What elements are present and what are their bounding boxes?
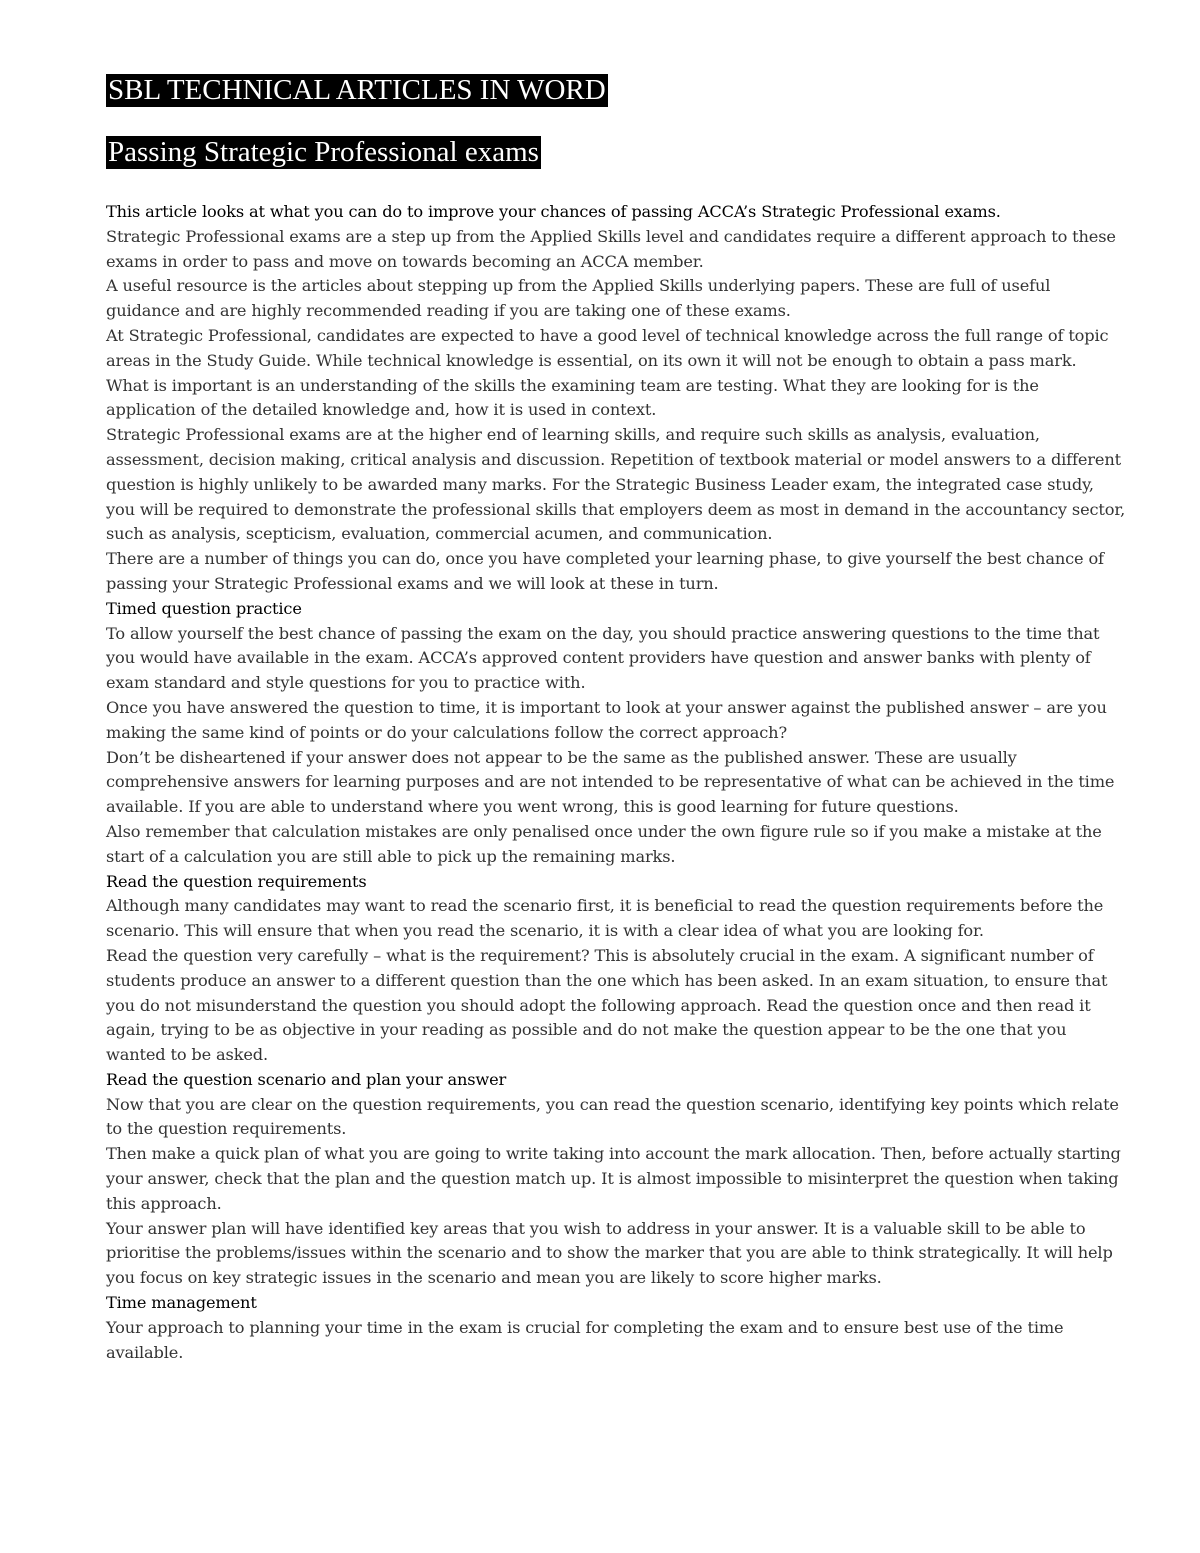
paragraph: Your answer plan will have identified key areas that you wish to address in your answer. It is a valuable skill to be able to prioritise the problems/issues within the scenario and to show the marker that you are able to think strategically. It will help you focus on key strategic issues in the scenario and mean you are likely to score higher marks. [106, 1218, 1113, 1288]
paragraph: To allow yourself the best chance of passing the exam on the day, you should practice answering questions to the time that you would have available in the exam. ACCA’s approved content providers have question and answer banks with plenty of exam standard and style questions for you to practice with. [106, 623, 1100, 693]
paragraph: A useful resource is the articles about stepping up from the Applied Skills underlying papers. These are full of useful guidance and are highly recommended reading if you are taking one of these exams. [106, 276, 1051, 321]
paragraph: Then make a quick plan of what you are going to write taking into account the mark allocation. Then, before actually starting your answer, check that the plan and the question match up. It is almost impossible to misinterpret the question when taking this approach. [106, 1144, 1121, 1213]
article-body [106, 200, 1126, 1365]
section-heading-plan-answer: Read the question scenario and plan your answer [106, 1069, 507, 1089]
paragraph: Once you have answered the question to time, it is important to look at your answer against the published answer – are you making the same kind of points or do your calculations follow the correct approach? [106, 697, 1107, 742]
document-title: SBL TECHNICAL ARTICLES IN WORD [108, 74, 606, 106]
paragraph: Also remember that calculation mistakes are only penalised once under the own figure rule so if you make a mistake at the start of a calculation you are still able to pick up the remaining marks. [106, 821, 1102, 866]
paragraph: There are a number of things you can do, once you have completed your learning phase, to give yourself the best chance of passing your Strategic Professional exams and we will look at these in turn. [106, 549, 1104, 593]
section-heading-time-management: Time management [106, 1293, 257, 1313]
paragraph: Although many candidates may want to read the scenario first, it is beneficial to read the question requirements before the scenario. This will ensure that when you read the scenario, it is with a clear idea of what you are looking for. [106, 896, 1104, 941]
paragraph: Your approach to planning your time in the exam is crucial for completing the exam and to ensure best use of the time available. [106, 1317, 1064, 1362]
article-title: Passing Strategic Professional exams [108, 136, 539, 168]
section-heading-read-requirements: Read the question requirements [106, 871, 367, 891]
section-heading-timed-practice: Timed question practice [106, 598, 302, 618]
paragraph: Don’t be disheartened if your answer does not appear to be the same as the published answer. These are usually comprehensive answers for learning purposes and are not intended to be representative of what can be achieved in the time available. If you are able to understand where you went wrong, this is good learning for future questions. [106, 747, 1115, 817]
article-intro: This article looks at what you can do to improve your chances of passing ACCA’s Strategic Professional exams. [106, 202, 1001, 221]
paragraph: Strategic Professional exams are a step up from the Applied Skills level and candidates require a different approach to these exams in order to pass and move on towards becoming an ACCA member. [106, 226, 1116, 271]
paragraph: Read the question very carefully – what is the requirement? This is absolutely crucial in the exam. A significant number of students produce an answer to a different question than the one which has been asked. In an exam situation, to ensure that you do not misunderstand the question you should adopt the following approach. Read the question once and then read it again, trying to be as objective in your reading as possible and do not make the question appear to be the one that you wanted to be asked. [106, 945, 1108, 1065]
paragraph: Now that you are clear on the question requirements, you can read the question scenario, identifying key points which relate to the question requirements. [106, 1094, 1119, 1139]
paragraph: At Strategic Professional, candidates are expected to have a good level of technical knowledge across the full range of topic areas in the Study Guide. While technical knowledge is essential, on its own it will not be enough to obtain a pass mark. [106, 325, 1109, 370]
document-page [106, 72, 1126, 1365]
paragraph: Strategic Professional exams are at the higher end of learning skills, and require such skills as analysis, evaluation, assessment, decision making, critical analysis and discussion. Repetition of textbook material or model answers to a different question is highly unlikely to be awarded many marks. For the Strategic Business Leader exam, the integrated case study, you will be required to demonstrate the professional skills that employers deem as most in demand in the accountancy sector, such as analysis, scepticism, evaluation, commercial acumen, and communication. [106, 425, 1126, 544]
paragraph: What is important is an understanding of the skills the examining team are testing. What they are looking for is the application of the detailed knowledge and, how it is used in context. [106, 375, 1039, 420]
